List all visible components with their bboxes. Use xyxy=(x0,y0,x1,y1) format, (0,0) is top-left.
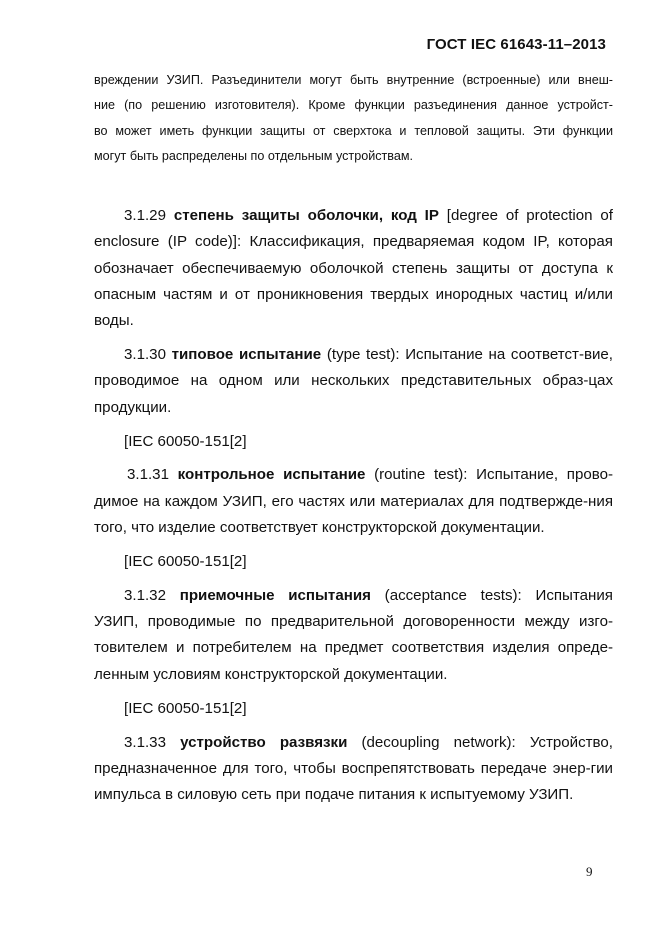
term-reference: [IEC 60050-151[2] xyxy=(124,552,247,570)
term-body: [degree of protection of enclosure (IP code)]: Классификация, предваряемая кодом IP, которая обозначает обеспечиваемую оболочкой степень защиты от доступа к опасным частям и от проникновения твердых инородных частиц и/или воды. xyxy=(94,207,613,330)
term-number: 3.1.29 xyxy=(124,207,166,224)
terms-section xyxy=(94,203,613,816)
page-number: 9 xyxy=(586,864,593,879)
term-number: 3.1.33 xyxy=(124,733,166,751)
term-body: (type test): Испытание на соответст-вие, проводимое на одном или нескольких представительных образ-цах продукции. xyxy=(94,346,614,416)
intro-line: ние (по решению изготовителя). Кроме функции разъединения данное устройст- xyxy=(94,98,613,113)
document-header: ГОСТ IEC 61643-11–2013 xyxy=(426,36,606,53)
term-title: приемочные испытания xyxy=(179,586,371,604)
intro-line: вреждении УЗИП. Разъединители могут быть внутренние (встроенные) или внеш- xyxy=(94,73,613,87)
term-reference: [IEC 60050-151[2] xyxy=(124,432,247,450)
term-title: типовое испытание xyxy=(171,346,322,364)
intro-paragraph xyxy=(94,68,613,170)
term-3-1-33 xyxy=(94,730,613,809)
term-3-1-30 xyxy=(94,342,613,421)
term-number: 3.1.30 xyxy=(124,346,166,364)
term-reference: [IEC 60050-151[2] xyxy=(124,699,247,717)
term-body: (decoupling network): Устройство, предназначенное для того, чтобы воспрепятствовать передаче энер-гии импульса в силовую сеть при подаче питания к испытуемому УЗИП. xyxy=(94,733,613,804)
term-3-1-32 xyxy=(94,583,613,688)
term-3-1-29 xyxy=(94,203,613,334)
term-number: 3.1.31 xyxy=(127,466,169,484)
term-title: степень защиты оболочки, код IP xyxy=(173,207,439,224)
term-body: (acceptance tests): Испытания УЗИП, проводимые по предварительной договоренности между изго-товителем и потребителем на предмет соответствия изделия опреде-ленным условиям конструкторской документации. xyxy=(94,586,613,683)
term-3-1-31 xyxy=(94,462,613,541)
intro-line: могут быть распределены по отдельным устройствам. xyxy=(94,149,414,164)
term-title: устройство развязки xyxy=(180,733,348,751)
intro-line: во может иметь функции защиты от сверхтока и тепловой защиты. Эти функции xyxy=(94,123,613,138)
term-title: контрольное испытание xyxy=(177,466,366,484)
term-body: (routine test): Испытание, прово-димое на каждом УЗИП, его частях или материалах для подтвержде-ния того, что изделие соответствует конструкторской документации. xyxy=(94,466,614,537)
term-number: 3.1.32 xyxy=(124,586,166,604)
